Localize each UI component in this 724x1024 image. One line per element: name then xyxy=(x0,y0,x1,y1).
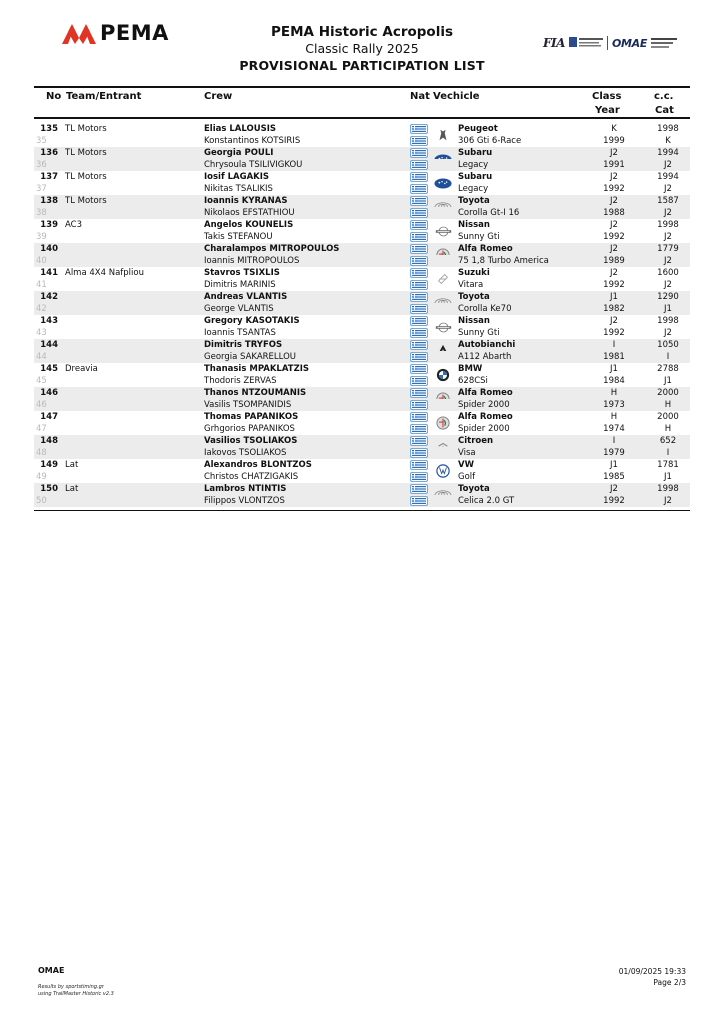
greece-flag-icon xyxy=(410,244,428,254)
entry-sub-number: 49 xyxy=(36,472,47,482)
greece-flag-icon xyxy=(410,412,428,422)
document-subtitle: Classic Rally 2025 xyxy=(305,41,419,56)
vehicle-year: 1982 xyxy=(603,304,625,314)
greece-flag-icon xyxy=(410,172,428,182)
vehicle-year: 1981 xyxy=(603,352,625,362)
vehicle-class: I xyxy=(612,436,616,446)
vehicle-make: Nissan xyxy=(458,220,490,230)
vehicle-year: 1992 xyxy=(603,280,625,290)
driver-name: Lambros NTINTIS xyxy=(204,484,287,494)
greece-flag-icon xyxy=(410,424,428,434)
engine-cc: 652 xyxy=(659,436,677,446)
greece-flag-icon xyxy=(410,280,428,290)
table-row xyxy=(34,147,690,159)
engine-cc: 2000 xyxy=(657,412,679,422)
footer-org: OMAE xyxy=(38,966,65,975)
table-row xyxy=(34,411,690,423)
vehicle-category: I xyxy=(666,448,670,458)
team-entrant: Alma 4X4 Nafpliou xyxy=(65,268,144,278)
greece-flag-icon xyxy=(410,232,428,242)
team-entrant: Lat xyxy=(65,484,79,494)
driver-name: Ioannis KYRANAS xyxy=(204,196,288,206)
footer-note-line1: Results by sportstiming.gr xyxy=(38,984,104,990)
team-entrant: AC3 xyxy=(65,220,83,230)
greece-flag-icon xyxy=(410,136,428,146)
vehicle-class: J2 xyxy=(610,268,618,278)
vehicle-model: Sunny Gti xyxy=(458,232,500,242)
codriver-name: Georgia SAKARELLOU xyxy=(204,352,296,362)
entry-number: 140 xyxy=(40,244,58,254)
table-row-codriver xyxy=(34,471,690,483)
vehicle-class: H xyxy=(610,388,618,398)
entry-number: 143 xyxy=(40,316,58,326)
table-row-codriver xyxy=(34,159,690,171)
team-entrant: Dreavia xyxy=(65,364,98,374)
codriver-name: Dimitris MARINIS xyxy=(204,280,276,290)
vehicle-category: K xyxy=(665,136,671,146)
vehicle-model: Visa xyxy=(458,448,476,458)
table-row-codriver xyxy=(34,207,690,219)
vehicle-model: Spider 2000 xyxy=(458,400,510,410)
table-row-codriver xyxy=(34,231,690,243)
engine-cc: 1290 xyxy=(657,292,679,302)
table-row xyxy=(34,123,690,135)
vehicle-year: 1992 xyxy=(603,328,625,338)
engine-cc: 1050 xyxy=(657,340,679,350)
engine-cc: 1998 xyxy=(657,220,679,230)
greece-flag-icon xyxy=(410,220,428,230)
driver-name: Andreas VLANTIS xyxy=(204,292,288,302)
entry-number: 147 xyxy=(40,412,58,422)
entry-number: 141 xyxy=(40,268,58,278)
omae-tagline-icon xyxy=(651,37,677,49)
codriver-name: Ioannis MITROPOULOS xyxy=(204,256,300,266)
header-rule-top xyxy=(34,86,690,88)
header-rule-bottom xyxy=(34,117,690,119)
vehicle-year: 1973 xyxy=(603,400,625,410)
vehicle-model: Corolla Gt-I 16 xyxy=(458,208,520,218)
team-entrant: TL Motors xyxy=(65,124,107,134)
driver-name: Stavros TSIXLIS xyxy=(204,268,280,278)
engine-cc: 1998 xyxy=(657,124,679,134)
vehicle-make: Peugeot xyxy=(458,124,498,134)
entry-number: 138 xyxy=(40,196,58,206)
vehicle-make: VW xyxy=(458,460,474,470)
driver-name: Georgia POULI xyxy=(204,148,274,158)
entry-number: 145 xyxy=(40,364,58,374)
codriver-name: Thodoris ZERVAS xyxy=(204,376,277,386)
driver-name: Thomas PAPANIKOS xyxy=(204,412,299,422)
vehicle-model: A112 Abarth xyxy=(458,352,512,362)
table-row-codriver xyxy=(34,135,690,147)
col-no: No xyxy=(46,91,62,102)
vehicle-category: J2 xyxy=(664,208,672,218)
footer-datetime: 01/09/2025 19:33 xyxy=(618,967,686,976)
col-cc: c.c. xyxy=(654,91,674,102)
greece-flag-icon xyxy=(410,472,428,482)
codriver-name: Grhgorios PAPANIKOS xyxy=(204,424,295,434)
vehicle-make: Autobianchi xyxy=(458,340,516,350)
greece-flag-icon xyxy=(410,328,428,338)
sponsor-logos xyxy=(543,36,677,50)
vehicle-model: Vitara xyxy=(458,280,484,290)
driver-name: Iosif LAGAKIS xyxy=(204,172,270,182)
pema-wordmark: PEMA xyxy=(100,21,169,45)
vehicle-make: Subaru xyxy=(458,172,493,182)
engine-cc: 1779 xyxy=(657,244,679,254)
vehicle-year: 1988 xyxy=(603,208,625,218)
vehicle-make: Alfa Romeo xyxy=(458,412,513,422)
engine-cc: 1998 xyxy=(657,316,679,326)
vehicle-model: Golf xyxy=(458,472,476,482)
table-row xyxy=(34,483,690,495)
vehicle-category: J2 xyxy=(664,232,672,242)
team-entrant: TL Motors xyxy=(65,196,107,206)
vehicle-make: Alfa Romeo xyxy=(458,388,513,398)
vehicle-class: J1 xyxy=(610,292,618,302)
greece-flag-icon xyxy=(410,364,428,374)
vehicle-make: Alfa Romeo xyxy=(458,244,513,254)
table-row xyxy=(34,219,690,231)
vehicle-model: Celica 2.0 GT xyxy=(458,496,515,506)
vehicle-model: 628CSi xyxy=(458,376,488,386)
greece-flag-icon xyxy=(410,304,428,314)
vehicle-model: Legacy xyxy=(458,184,489,194)
table-row xyxy=(34,195,690,207)
engine-cc: 1994 xyxy=(657,172,679,182)
table-row xyxy=(34,171,690,183)
greece-flag-icon xyxy=(410,484,428,494)
table-row xyxy=(34,243,690,255)
vehicle-year: 1999 xyxy=(603,136,625,146)
driver-name: Alexandros BLONTZOS xyxy=(204,460,312,470)
greece-flag-icon xyxy=(410,268,428,278)
vehicle-make: Citroen xyxy=(458,436,494,446)
entry-sub-number: 41 xyxy=(36,280,47,290)
vehicle-class: J1 xyxy=(610,460,618,470)
entry-sub-number: 42 xyxy=(36,304,47,314)
vehicle-category: J2 xyxy=(664,328,672,338)
greece-flag-icon xyxy=(410,160,428,170)
table-rule-bottom xyxy=(34,510,690,511)
driver-name: Angelos KOUNELIS xyxy=(204,220,294,230)
vehicle-model: Sunny Gti xyxy=(458,328,500,338)
greece-flag-icon xyxy=(410,256,428,266)
entry-number: 144 xyxy=(40,340,58,350)
vehicle-category: H xyxy=(664,424,672,434)
driver-name: Thanos NTZOUMANIS xyxy=(204,388,307,398)
entry-sub-number: 48 xyxy=(36,448,47,458)
vehicle-year: 1992 xyxy=(603,496,625,506)
entry-sub-number: 38 xyxy=(36,208,47,218)
vehicle-class: K xyxy=(611,124,617,134)
vehicle-model: Spider 2000 xyxy=(458,424,510,434)
entry-sub-number: 50 xyxy=(36,496,47,506)
vehicle-category: J2 xyxy=(664,184,672,194)
codriver-name: Ioannis TSANTAS xyxy=(204,328,276,338)
list-title: PROVISIONAL PARTICIPATION LIST xyxy=(239,58,485,73)
vehicle-make: Toyota xyxy=(458,292,490,302)
table-row xyxy=(34,339,690,351)
federation-crest-icon xyxy=(569,36,603,50)
vehicle-make: Toyota xyxy=(458,484,490,494)
vehicle-make: Toyota xyxy=(458,196,490,206)
col-cat: Cat xyxy=(655,105,674,116)
entry-sub-number: 46 xyxy=(36,400,47,410)
table-row-codriver xyxy=(34,327,690,339)
vehicle-class: H xyxy=(610,412,618,422)
engine-cc: 1600 xyxy=(657,268,679,278)
codriver-name: Chrysoula TSILIVIGKOU xyxy=(204,160,303,170)
footer-note xyxy=(38,984,114,997)
codriver-name: Iakovos TSOLIAKOS xyxy=(204,448,287,458)
vehicle-model: 306 Gti 6-Race xyxy=(458,136,522,146)
vehicle-category: J2 xyxy=(664,280,672,290)
entry-sub-number: 35 xyxy=(36,136,47,146)
driver-name: Gregory KASOTAKIS xyxy=(204,316,300,326)
table-row-codriver xyxy=(34,351,690,363)
table-row xyxy=(34,315,690,327)
table-row xyxy=(34,267,690,279)
greece-flag-icon xyxy=(410,208,428,218)
vehicle-class: J2 xyxy=(610,196,618,206)
vehicle-category: J1 xyxy=(664,472,672,482)
vehicle-model: 75 1,8 Turbo America xyxy=(458,256,549,266)
vehicle-category: J1 xyxy=(664,376,672,386)
codriver-name: George VLANTIS xyxy=(204,304,274,314)
codriver-name: Takis STEFANOU xyxy=(204,232,273,242)
table-row-codriver xyxy=(34,303,690,315)
vehicle-model: Legacy xyxy=(458,160,489,170)
table-row-codriver xyxy=(34,375,690,387)
col-class: Class xyxy=(592,91,622,102)
vehicle-class: J2 xyxy=(610,172,618,182)
vehicle-year: 1992 xyxy=(603,232,625,242)
vehicle-category: J2 xyxy=(664,256,672,266)
entry-sub-number: 45 xyxy=(36,376,47,386)
vehicle-class: J2 xyxy=(610,316,618,326)
codriver-name: Filippos VLONTZOS xyxy=(204,496,285,506)
engine-cc: 1587 xyxy=(657,196,679,206)
entry-sub-number: 36 xyxy=(36,160,47,170)
vehicle-year: 1974 xyxy=(603,424,625,434)
vehicle-class: J1 xyxy=(610,364,618,374)
team-entrant: TL Motors xyxy=(65,148,107,158)
entry-sub-number: 40 xyxy=(36,256,47,266)
vehicle-category: I xyxy=(666,352,670,362)
col-vehicle: Vechicle xyxy=(433,91,480,102)
vehicle-make: Suzuki xyxy=(458,268,490,278)
table-row xyxy=(34,387,690,399)
driver-name: Vasilios TSOLIAKOS xyxy=(204,436,298,446)
driver-name: Dimitris TRYFOS xyxy=(204,340,283,350)
greece-flag-icon xyxy=(410,388,428,398)
driver-name: Elias LALOUSIS xyxy=(204,124,277,134)
vehicle-class: J2 xyxy=(610,244,618,254)
codriver-name: Konstantinos KOTSIRIS xyxy=(204,136,301,146)
table-row-codriver xyxy=(34,495,690,507)
vehicle-class: J2 xyxy=(610,220,618,230)
table-row-codriver xyxy=(34,447,690,459)
footer-note-line2: using TrailMaster Historic v2.3 xyxy=(38,990,114,997)
table-row-codriver xyxy=(34,399,690,411)
vehicle-year: 1991 xyxy=(603,160,625,170)
vehicle-year: 1979 xyxy=(603,448,625,458)
vehicle-class: I xyxy=(612,340,616,350)
entry-number: 149 xyxy=(40,460,58,470)
document-title: PEMA Historic Acropolis xyxy=(271,24,453,40)
codriver-name: Nikitas TSALIKIS xyxy=(204,184,273,194)
entry-number: 146 xyxy=(40,388,58,398)
vehicle-make: BMW xyxy=(458,364,483,374)
driver-name: Charalampos MITROPOULOS xyxy=(204,244,340,254)
driver-name: Thanasis MPAKLATZIS xyxy=(204,364,310,374)
greece-flag-icon xyxy=(410,460,428,470)
table-row-codriver xyxy=(34,279,690,291)
entry-sub-number: 39 xyxy=(36,232,47,242)
entry-number: 139 xyxy=(40,220,58,230)
engine-cc: 2000 xyxy=(657,388,679,398)
greece-flag-icon xyxy=(410,436,428,446)
team-entrant: TL Motors xyxy=(65,172,107,182)
table-row-codriver xyxy=(34,255,690,267)
entry-sub-number: 44 xyxy=(36,352,47,362)
entry-sub-number: 37 xyxy=(36,184,47,194)
greece-flag-icon xyxy=(410,376,428,386)
engine-cc: 1998 xyxy=(657,484,679,494)
entry-number: 135 xyxy=(40,124,58,134)
team-entrant: Lat xyxy=(65,460,79,470)
entry-sub-number: 47 xyxy=(36,424,47,434)
vehicle-make: Subaru xyxy=(458,148,493,158)
footer-meta xyxy=(619,966,686,988)
greece-flag-icon xyxy=(410,184,428,194)
table-row-codriver xyxy=(34,183,690,195)
greece-flag-icon xyxy=(410,148,428,158)
vehicle-category: J2 xyxy=(664,160,672,170)
logo-separator xyxy=(607,36,608,50)
vehicle-year: 1985 xyxy=(603,472,625,482)
entry-number: 142 xyxy=(40,292,58,302)
greece-flag-icon xyxy=(410,340,428,350)
greece-flag-icon xyxy=(410,400,428,410)
vehicle-category: J1 xyxy=(664,304,672,314)
entry-number: 136 xyxy=(40,148,58,158)
table-row xyxy=(34,435,690,447)
engine-cc: 2788 xyxy=(657,364,679,374)
engine-cc: 1994 xyxy=(657,148,679,158)
vehicle-class: J2 xyxy=(610,148,618,158)
greece-flag-icon xyxy=(410,496,428,506)
vehicle-year: 1989 xyxy=(603,256,625,266)
engine-cc: 1781 xyxy=(657,460,679,470)
col-crew: Crew xyxy=(204,91,233,102)
vehicle-class: J2 xyxy=(610,484,618,494)
fia-logo: FIA xyxy=(543,36,565,50)
table-row xyxy=(34,291,690,303)
greece-flag-icon xyxy=(410,292,428,302)
vehicle-category: J2 xyxy=(664,496,672,506)
codriver-name: Christos CHATZIGAKIS xyxy=(204,472,299,482)
vehicle-model: Corolla Ke70 xyxy=(458,304,512,314)
entry-number: 137 xyxy=(40,172,58,182)
greece-flag-icon xyxy=(410,124,428,134)
greece-flag-icon xyxy=(410,352,428,362)
col-nat: Nat xyxy=(410,91,430,102)
greece-flag-icon xyxy=(410,316,428,326)
codriver-name: Nikolaos EFSTATHIOU xyxy=(204,208,295,218)
footer-page: Page 2/3 xyxy=(653,978,686,987)
table-row xyxy=(34,363,690,375)
col-team: Team/Entrant xyxy=(66,91,142,102)
vehicle-year: 1984 xyxy=(603,376,625,386)
omae-logo: OMAE xyxy=(611,36,648,50)
codriver-name: Vasilis TSOMPANIDIS xyxy=(204,400,292,410)
entry-number: 148 xyxy=(40,436,58,446)
vehicle-category: H xyxy=(664,400,672,410)
vehicle-year: 1992 xyxy=(603,184,625,194)
col-year: Year xyxy=(595,105,620,116)
table-row-codriver xyxy=(34,423,690,435)
vehicle-make: Nissan xyxy=(458,316,490,326)
greece-flag-icon xyxy=(410,196,428,206)
greece-flag-icon xyxy=(410,448,428,458)
table-row xyxy=(34,459,690,471)
participation-table xyxy=(34,123,690,507)
entry-sub-number: 43 xyxy=(36,328,47,338)
entry-number: 150 xyxy=(40,484,58,494)
